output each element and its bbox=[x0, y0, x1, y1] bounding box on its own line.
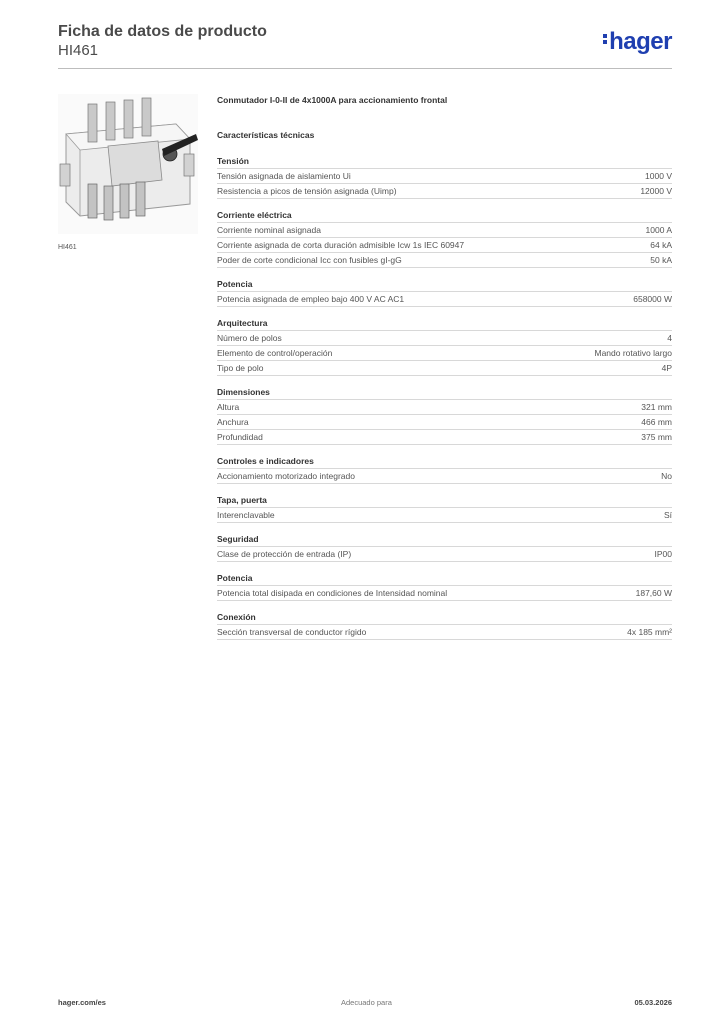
spec-value: 1000 A bbox=[645, 225, 672, 235]
spec-label: Profundidad bbox=[217, 432, 263, 442]
spec-row bbox=[217, 430, 672, 445]
spec-row bbox=[217, 346, 672, 361]
spec-label: Número de polos bbox=[217, 333, 282, 343]
section-title: Tapa, puerta bbox=[217, 494, 672, 508]
spec-section bbox=[217, 611, 672, 640]
spec-row bbox=[217, 400, 672, 415]
footer-center-text: Adecuado para bbox=[341, 998, 392, 1007]
spec-value: Mando rotativo largo bbox=[594, 348, 672, 358]
product-code: HI461 bbox=[58, 42, 99, 59]
spec-label: Accionamiento motorizado integrado bbox=[217, 471, 355, 481]
section-title: Tensión bbox=[217, 155, 672, 169]
hager-logo bbox=[603, 28, 672, 56]
spec-row bbox=[217, 184, 672, 199]
footer-date: 05.03.2026 bbox=[634, 998, 672, 1007]
spec-value: No bbox=[661, 471, 672, 481]
spec-section bbox=[217, 494, 672, 523]
section-title: Corriente eléctrica bbox=[217, 209, 672, 223]
footer-website: hager.com/es bbox=[58, 998, 106, 1007]
spec-label: Elemento de control/operación bbox=[217, 348, 333, 358]
image-caption: HI461 bbox=[58, 244, 77, 251]
spec-value: 1000 V bbox=[645, 171, 672, 181]
spec-value: 64 kA bbox=[650, 240, 672, 250]
product-description: Conmutador I-0-II de 4x1000A para accionamiento frontal bbox=[217, 95, 448, 105]
spec-section bbox=[217, 533, 672, 562]
spec-row bbox=[217, 415, 672, 430]
spec-value: 321 mm bbox=[641, 402, 672, 412]
spec-label: Potencia asignada de empleo bajo 400 V AC AC1 bbox=[217, 294, 405, 304]
spec-content bbox=[217, 95, 672, 650]
section-title: Controles e indicadores bbox=[217, 455, 672, 469]
spec-label: Anchura bbox=[217, 417, 249, 427]
section-title: Potencia bbox=[217, 278, 672, 292]
spec-value: 187,60 W bbox=[635, 588, 672, 598]
spec-row bbox=[217, 253, 672, 268]
spec-label: Sección transversal de conductor rígido bbox=[217, 627, 367, 637]
tech-heading: Características técnicas bbox=[217, 130, 315, 140]
spec-label: Clase de protección de entrada (IP) bbox=[217, 549, 352, 559]
spec-row bbox=[217, 169, 672, 184]
spec-label: Potencia total disipada en condiciones de Intensidad nominal bbox=[217, 588, 448, 598]
logo-dots-icon bbox=[603, 34, 607, 46]
logo-text: hager bbox=[609, 28, 672, 55]
product-switch-image bbox=[58, 94, 198, 234]
spec-section bbox=[217, 278, 672, 307]
spec-label: Interenclavable bbox=[217, 510, 275, 520]
spec-value: 4 bbox=[667, 333, 672, 343]
section-title: Potencia bbox=[217, 572, 672, 586]
spec-row bbox=[217, 361, 672, 376]
spec-row bbox=[217, 292, 672, 307]
spec-value: 466 mm bbox=[641, 417, 672, 427]
spec-value: 4P bbox=[661, 363, 672, 373]
spec-section bbox=[217, 386, 672, 445]
spec-row bbox=[217, 625, 672, 640]
spec-row bbox=[217, 331, 672, 346]
spec-value: 50 kA bbox=[650, 255, 672, 265]
section-title: Seguridad bbox=[217, 533, 672, 547]
spec-row bbox=[217, 238, 672, 253]
spec-value: 375 mm bbox=[641, 432, 672, 442]
spec-value: Sí bbox=[663, 510, 672, 520]
header-divider bbox=[58, 68, 672, 69]
spec-row bbox=[217, 508, 672, 523]
spec-row bbox=[217, 223, 672, 238]
spec-sections bbox=[217, 155, 672, 640]
spec-value: 4x 185 mm² bbox=[627, 627, 672, 637]
spec-section bbox=[217, 317, 672, 376]
spec-row bbox=[217, 586, 672, 601]
spec-section bbox=[217, 455, 672, 484]
spec-value: IP00 bbox=[654, 549, 672, 559]
spec-section bbox=[217, 209, 672, 268]
section-title: Conexión bbox=[217, 611, 672, 625]
spec-label: Resistencia a picos de tensión asignada (Uimp) bbox=[217, 186, 397, 196]
spec-row bbox=[217, 469, 672, 484]
spec-section bbox=[217, 155, 672, 199]
spec-value: 658000 W bbox=[633, 294, 672, 304]
page-header bbox=[58, 22, 672, 60]
spec-section bbox=[217, 572, 672, 601]
spec-value: 12000 V bbox=[640, 186, 672, 196]
document-title: Ficha de datos de producto bbox=[58, 23, 267, 40]
spec-label: Tipo de polo bbox=[217, 363, 264, 373]
spec-label: Poder de corte condicional Icc con fusibles gI-gG bbox=[217, 255, 402, 265]
spec-label: Tensión asignada de aislamiento Ui bbox=[217, 171, 351, 181]
spec-label: Corriente asignada de corta duración admisible Icw 1s IEC 60947 bbox=[217, 240, 465, 250]
section-title: Arquitectura bbox=[217, 317, 672, 331]
spec-row bbox=[217, 547, 672, 562]
spec-label: Altura bbox=[217, 402, 240, 412]
section-title: Dimensiones bbox=[217, 386, 672, 400]
spec-label: Corriente nominal asignada bbox=[217, 225, 321, 235]
